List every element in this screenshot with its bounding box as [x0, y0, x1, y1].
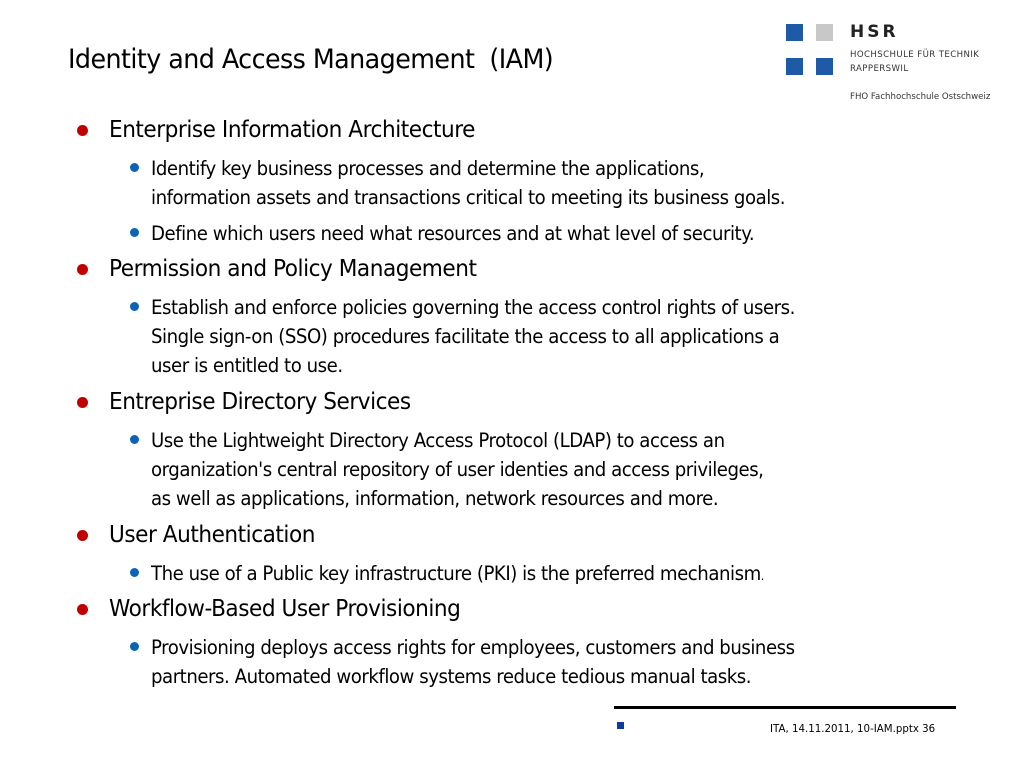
bullet-heading: Entreprise Directory Services — [109, 389, 411, 415]
sub-bullet-line: Identify key business processes and determine the applications, — [151, 157, 705, 180]
sub-bullet-text: The use of a Public key infrastructure (PKI) is the preferred mechanism — [151, 562, 761, 585]
sub-bullet-marker — [130, 435, 139, 444]
sub-bullet-line — [151, 559, 764, 591]
sub-bullet-line: Establish and enforce policies governing the access control rights of users. — [151, 296, 795, 319]
sub-bullet-marker — [130, 642, 139, 651]
logo-square — [786, 24, 803, 41]
logo-line-3: FHO Fachhochschule Ostschweiz — [850, 92, 991, 102]
sub-bullet-period: . — [760, 569, 764, 583]
bullet-marker — [77, 604, 88, 615]
sub-bullet-marker — [130, 302, 139, 311]
logo-square — [816, 58, 833, 75]
bullet-heading: Workflow-Based User Provisioning — [109, 596, 461, 622]
sub-bullet-marker — [130, 568, 139, 577]
logo-line-2: RAPPERSWIL — [850, 64, 909, 74]
sub-bullet-line: partners. Automated workflow systems reduce tedious manual tasks. — [151, 665, 752, 688]
sub-bullet-line: as well as applications, information, network resources and more. — [151, 487, 719, 510]
sub-bullet-line: information assets and transactions critical to meeting its business goals. — [151, 186, 786, 209]
sub-bullet-line: Define which users need what resources and at what level of security. — [151, 222, 755, 245]
sub-bullet-line: Use the Lightweight Directory Access Protocol (LDAP) to access an — [151, 429, 725, 452]
footer-text: ITA, 14.11.2011, 10-IAM.pptx 36 — [770, 722, 936, 735]
logo-square — [816, 24, 833, 41]
bullet-marker — [77, 264, 88, 275]
sub-bullet-line: user is entitled to use. — [151, 354, 343, 377]
sub-bullet-marker — [130, 163, 139, 172]
bullet-marker — [77, 530, 88, 541]
sub-bullet-line: organization's central repository of user identies and access privileges, — [151, 458, 764, 481]
slide-title: Identity and Access Management (IAM) — [68, 44, 554, 75]
bullet-heading: Permission and Policy Management — [109, 256, 477, 282]
hsr-logo — [786, 24, 1024, 104]
footer-rule — [614, 706, 956, 709]
bullet-marker — [77, 397, 88, 408]
logo-name: HSR — [850, 22, 899, 42]
logo-line-1: HOCHSCHULE FÜR TECHNIK — [850, 50, 980, 60]
logo-square — [786, 58, 803, 75]
bullet-marker — [77, 125, 88, 136]
bullet-heading: User Authentication — [109, 522, 315, 548]
sub-bullet-marker — [130, 228, 139, 237]
bullet-heading: Enterprise Information Architecture — [109, 117, 476, 143]
footer-square — [617, 722, 624, 729]
sub-bullet-line: Single sign-on (SSO) procedures facilitate the access to all applications a — [151, 325, 780, 348]
sub-bullet-line: Provisioning deploys access rights for employees, customers and business — [151, 636, 795, 659]
